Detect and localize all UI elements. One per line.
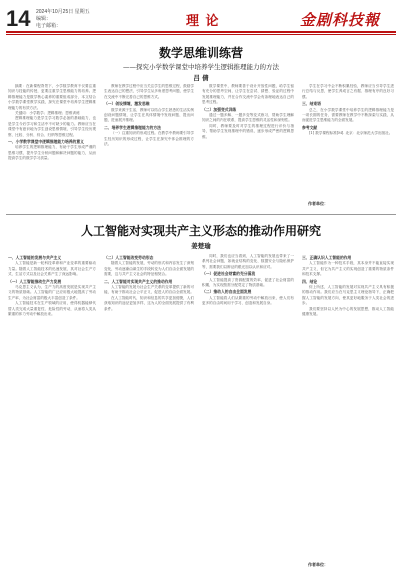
article2-author-note: 作者单位： [308, 562, 328, 567]
article1-column-1 [8, 84, 96, 208]
paragraph: 通过一题多解、一题多变等变式练习，帮助学生理解知识之间的内在联系，提高学生思维的灵活性和深刻性。 [202, 113, 294, 123]
article1-subtitle: ——探究小学数学课堂中培养学生逻辑推理能力的方法 [123, 63, 279, 71]
paragraph: 逻辑推理能力是学生学习数学必备的基础能力，也是学生今后学习和生活中不可缺少的能力。教师应当在课堂中有意识地为学生创设思维情境，引导学生经历观察、比较、分析、综合、归纳等思维过程。 [8, 116, 96, 137]
section-heading: （一）人工智能推动生产力发展 [8, 278, 62, 284]
section-heading: 二、培养学生逻辑推理能力的方法 [104, 124, 161, 130]
article2-column-4 [302, 254, 394, 554]
paragraph: （一）注重知识的形成过程。在教学中教师要引导学生经历知识的形成过程，让学生在探究中体会推理的方法。 [104, 131, 194, 147]
paragraph: 摘要：在新课程背景下，小学数学教育不仅要注重知识与技能的传授，更要注重学生思维能力的培养。逻辑推理能力是数学核心素养的重要组成部分，本文结合小学数学课堂教学实践，探究在课堂中培养学生逻辑推理能力的有效方法。 [8, 84, 96, 110]
article1-column-3 [202, 84, 294, 208]
section-heading: （二）人工智能改变劳动形态 [104, 255, 154, 260]
section-heading: 一、人工智能的发展与共产主义 [8, 255, 62, 260]
header-email: 电子邮箱： [36, 23, 62, 29]
paragraph: 同时，教师要及时对学生的推理过程进行评价与指导，帮助学生发现推理中的错误，逐步形成严密的逻辑思维。 [202, 123, 294, 139]
section-heading: 二、人工智能对实现共产主义的推动作用 [104, 278, 173, 284]
paragraph: 我们要坚持以人民为中心的发展思想，推动人工智能健康发展。 [302, 306, 394, 317]
header-editor: 编辑： [36, 16, 52, 22]
section-heading: （一）创设情境，激发思维 [104, 101, 150, 107]
article2-author: 姜楚瑜 [191, 242, 211, 250]
paragraph: 培养学生的逻辑推理能力，有助于学生形成严谨的思维习惯，提升学生分析问题和解决问题的能力，从而提高学生的数学学习质量。 [8, 145, 96, 161]
paragraph: 学生在学习中会不断积累经验，教师应当引导学生进行总结与反思，使学生养成言之有据、推理有序的良好习惯。 [302, 84, 394, 99]
paragraph: 数学来源于生活，教师可以结合学生熟悉的生活实例创设问题情境，让学生在具体情境中发现问题、提出问题，进而展开推理。 [104, 107, 194, 123]
section-heading: 一、小学数学课堂中逻辑推理能力培养的意义 [8, 139, 84, 145]
article2-title: 人工智能对实现共产主义形态的推动作用研究 [80, 224, 321, 238]
paragraph: 同时，我们也应当看到，人工智能的发展也带来了一系列社会问题，如就业结构的变化、数据安全与隐私保护等，需要我们以辩证的眼光加以认识和应对。 [202, 254, 294, 269]
header-rule [6, 31, 396, 33]
paragraph: 人工智能提高了资源配置的效率，促进了社会财富的积累，为实现按需分配奠定了物质基础。 [202, 277, 294, 288]
section-heading: 四、结论 [302, 278, 318, 284]
paragraph: 随着人工智能的发展，劳动的形式和内容发生了深刻变化，劳动逐渐由谋生的手段转变为人们自由全面发展的需要，这与共产主义社会的特征相契合。 [104, 261, 194, 277]
article1-author-note: 作者单位： [308, 201, 328, 206]
article2-column-3 [202, 254, 294, 570]
article1-author: 吕 倩 [193, 74, 209, 82]
section-heading: （一）促进社会财富的充分涌流 [202, 271, 256, 277]
paragraph: 马克思主义认为，生产力的高度发展是实现共产主义的物质基础。人工智能的广泛应用极大地提高了劳动生产率，为社会财富的极大丰富创造了条件。 [8, 285, 96, 300]
paragraph: 人工智能的发展为社会生产关系的变革提供了新的可能，有助于推动社会公平正义，促进人的自由全面发展。 [104, 285, 194, 295]
article1-column-4 [302, 84, 394, 196]
paragraph: 人工智能作为一种技术手段，其本身并不能直接实现共产主义，但它为共产主义的实现创造了重要的物质条件和技术支撑。 [302, 261, 394, 277]
paragraph: [1] 数学课程标准[M]. 北京：北京师范大学出版社。 [309, 131, 393, 136]
section-heading: 三、正确认识人工智能的作用 [302, 255, 352, 260]
paragraph: 综上所述，人工智能的发展对实现共产主义具有积极的推动作用。我们应当在马克思主义理论指导下，正确把握人工智能的发展方向，使其更好地服务于人类社会的进步。 [302, 285, 394, 306]
page-header [0, 0, 402, 38]
paragraph: 数学课堂中，教师要善于设计开放性问题，给学生留有充分的思考空间，让学生在尝试、猜想、验证的过程中发展推理能力，并在合作交流中学会有条理地表达自己的思考过程。 [202, 84, 294, 105]
header-info [36, 9, 90, 30]
paragraph: 在人工智能时代，知识和信息的共享更加便捷，人们获取知识的途径更加多样，这为人的全面发展提供了有利条件。 [104, 295, 194, 311]
header-rule-thin [6, 34, 396, 35]
section-title: 理 论 [186, 14, 220, 29]
paragraph: 人工智能是新一轮科技革命和产业变革的重要驱动力量。随着人工智能技术的迅速发展，其对社会生产方式、生活方式以及社会关系产生了深远影响。 [8, 261, 96, 277]
section-heading: 三、结束语 [302, 101, 321, 107]
article1-title: 数学思维训练营 [158, 46, 243, 60]
article2-column-1 [8, 254, 96, 570]
paragraph: 教师在教学过程中应当关注学生的思维过程，鼓励学生表达自己的想法，引导学生从多角度思考问题，使学生在交流中不断完善自己的思维方式。 [104, 84, 194, 99]
article-divider [6, 214, 396, 215]
paragraph: 人工智能技术在生产领域的应用，使得机器能够代替人类完成大量重复性、危险性的劳动，从而将人类从繁重的体力劳动中解放出来。 [8, 301, 96, 317]
article2-column-2 [104, 254, 194, 570]
paragraph: 关键词：小学数学；逻辑推理；思维训练 [15, 111, 80, 116]
article1-column-2 [104, 84, 194, 208]
header-date: 2024年10月25日 星期五 [36, 9, 90, 15]
paragraph: 人工智能将人们从繁重的劳动中解放出来，使人们有更多的自由时间用于学习、创造和发展自身。 [202, 295, 294, 306]
newspaper-masthead: 金剧科技報 [300, 11, 381, 29]
section-heading: 参考文献 [302, 124, 318, 130]
paragraph: 总之，在小学数学课堂中培养学生的逻辑推理能力是一项长期的任务，需要教师在教学中不断探索与实践，从而促进学生思维能力的全面发展。 [302, 107, 394, 123]
section-heading: （二）加强变式训练 [202, 106, 237, 112]
page-number: 14 [6, 6, 31, 31]
section-heading: （二）推动人的自由全面发展 [202, 289, 252, 295]
